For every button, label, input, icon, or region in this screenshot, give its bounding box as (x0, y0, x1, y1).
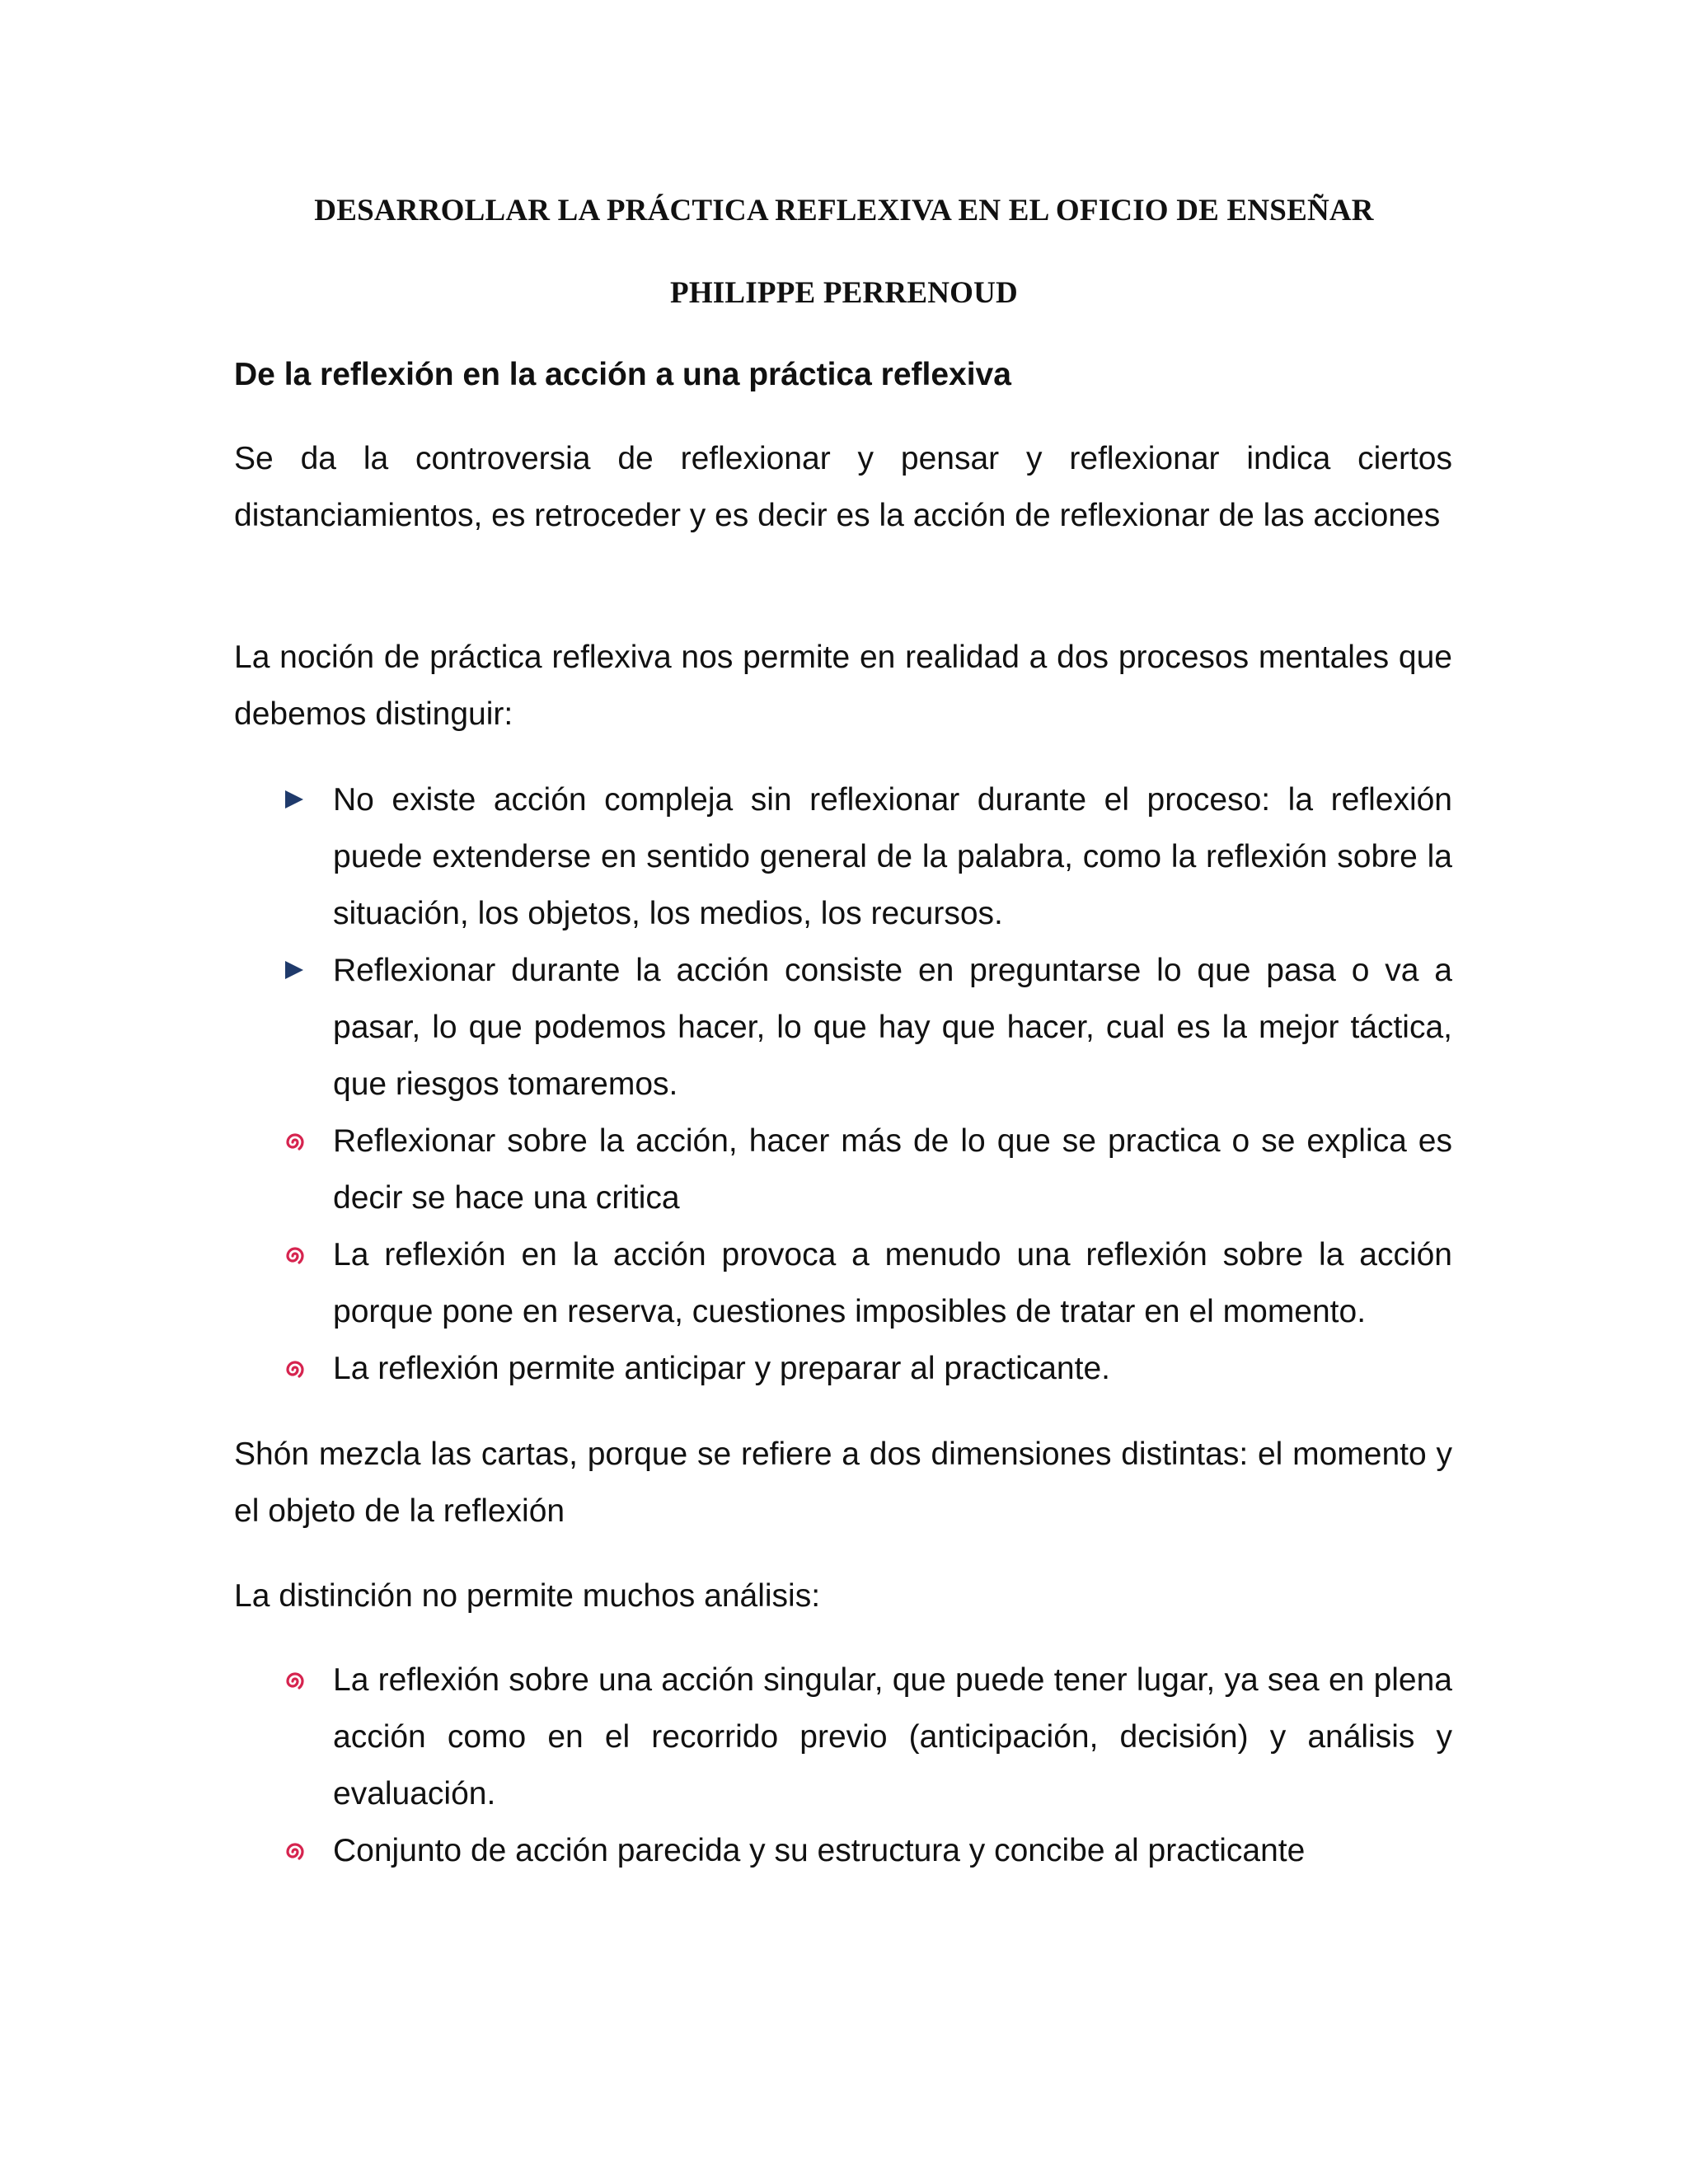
document-title: DESARROLLAR LA PRÁCTICA REFLEXIVA EN EL OFICIO DE ENSEÑAR (314, 194, 1374, 227)
list-item (280, 942, 1452, 1113)
list-item-text: La reflexión permite anticipar y preparar al practicante. (333, 1351, 1110, 1386)
spiral-bullet-icon (280, 1226, 313, 1283)
list-item-text: No existe acción compleja sin reflexionar durante el proceso: la reflexión puede extenderse en sentido general de la palabra, como la reflexión sobre la situación, los objetos, los medios, los recursos. (333, 782, 1452, 931)
list-item (280, 1652, 1452, 1822)
bullet-list-1 (280, 771, 1452, 1397)
spiral-bullet-icon (280, 1822, 313, 1879)
list-item-text: La reflexión sobre una acción singular, que puede tener lugar, ya sea en plena acción como en el recorrido previo (anticipación, decisión) y análisis y evaluación. (333, 1662, 1452, 1811)
triangle-bullet-icon (280, 771, 313, 828)
list-item-text: Conjunto de acción parecida y su estructura y concibe al practicante (333, 1833, 1306, 1868)
triangle-bullet-icon (280, 942, 313, 999)
list-item (280, 1340, 1452, 1397)
paragraph-2: La noción de práctica reflexiva nos permite en realidad a dos procesos mentales que debemos distinguir: (234, 640, 1452, 732)
list-item-text: La reflexión en la acción provoca a menudo una reflexión sobre la acción porque pone en reserva, cuestiones imposibles de tratar en el momento. (333, 1237, 1452, 1329)
list-item (280, 771, 1452, 942)
bullet-list-2 (280, 1652, 1452, 1879)
paragraph-1: Se da la controversia de reflexionar y pensar y reflexionar indica ciertos distanciamientos, es retroceder y es decir es la acción de reflexionar de las acciones (234, 441, 1452, 533)
list-item (280, 1822, 1452, 1879)
spiral-bullet-icon (280, 1113, 313, 1169)
spiral-bullet-icon (280, 1652, 313, 1708)
paragraph-4: La distinción no permite muchos análisis: (234, 1578, 821, 1614)
list-item (280, 1113, 1452, 1226)
paragraph-3: Shón mezcla las cartas, porque se refiere a dos dimensiones distintas: el momento y el objeto de la reflexión (234, 1436, 1452, 1529)
document-author: PHILIPPE PERRENOUD (670, 276, 1018, 310)
list-item-text: Reflexionar durante la acción consiste en preguntarse lo que pasa o va a pasar, lo que podemos hacer, lo que hay que hacer, cual es la mejor táctica, que riesgos tomaremos. (333, 953, 1452, 1102)
section-heading: De la reflexión en la acción a una práctica reflexiva (234, 357, 1011, 392)
list-item-text: Reflexionar sobre la acción, hacer más de lo que se practica o se explica es decir se hace una critica (333, 1123, 1452, 1216)
spiral-bullet-icon (280, 1340, 313, 1397)
list-item (280, 1226, 1452, 1340)
